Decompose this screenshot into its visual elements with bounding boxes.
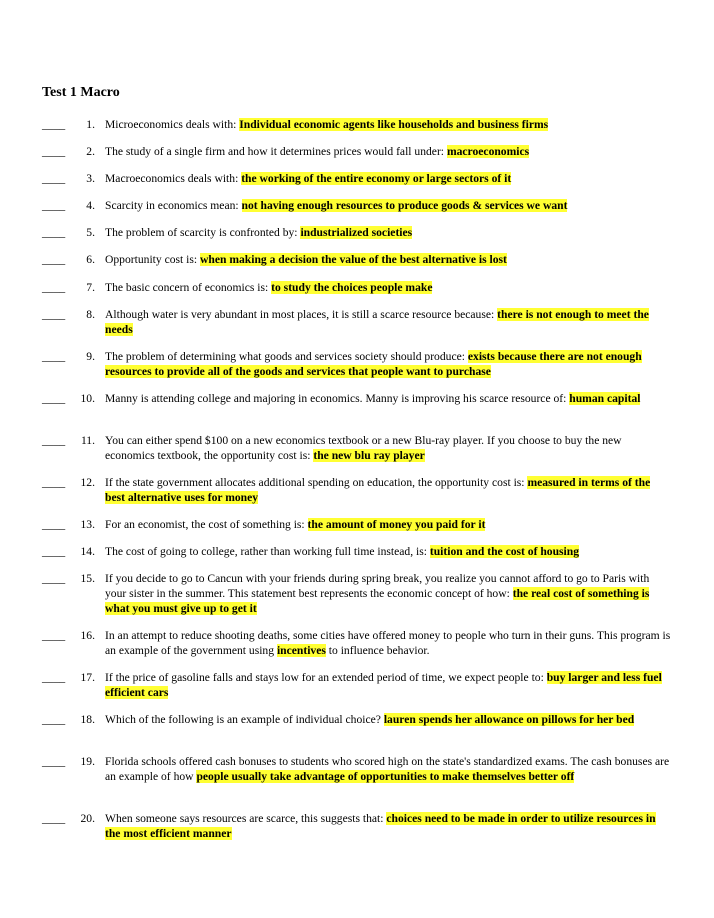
answer-blank: ____	[42, 308, 66, 321]
question-number: 13.	[80, 518, 95, 531]
question-text	[105, 280, 672, 295]
question-number: 10.	[80, 392, 95, 405]
highlighted-answer: when making a decision the value of the best alternative is lost	[200, 253, 507, 266]
question-stem: If you decide to go to Cancun with your friends during spring break, you realize you cannot afford to go to Paris with your sister in the summer. This statement best represents the economic concept of how:	[105, 572, 650, 600]
question-number: 18.	[80, 713, 95, 726]
question-text	[105, 628, 672, 658]
answer-blank: ____	[42, 281, 66, 294]
question-number: 5.	[86, 226, 95, 239]
question-stem: Scarcity in economics mean:	[105, 199, 242, 212]
question-text	[105, 198, 672, 213]
answer-blank: ____	[42, 145, 66, 158]
highlighted-answer: macroeconomics	[446, 145, 530, 158]
question-stem: When someone says resources are scarce, this suggests that:	[105, 812, 387, 825]
highlighted-answer: lauren spends her allowance on pillows for her bed	[383, 713, 635, 726]
answer-blank: ____	[42, 118, 66, 131]
answer-blank: ____	[42, 434, 66, 447]
question-number: 19.	[80, 755, 95, 768]
highlighted-answer: human capital	[569, 392, 641, 405]
highlighted-answer: not having enough resources to produce goods & services we want	[241, 199, 568, 212]
question-number: 14.	[80, 545, 95, 558]
document-title: Test 1 Macro	[42, 85, 120, 100]
answer-blank: ____	[42, 172, 66, 185]
question-stem: Florida schools offered cash bonuses to students who scored high on the state's standardized exams. The cash bonuses are an example of how	[105, 755, 670, 783]
highlighted-answer: to study the choices people make	[271, 281, 433, 294]
question-number: 1.	[86, 118, 95, 131]
highlighted-answer: tuition and the cost of housing	[429, 545, 580, 558]
question-text	[105, 117, 672, 132]
question-number: 2.	[86, 145, 95, 158]
question-stem: Macroeconomics deals with:	[105, 172, 242, 185]
question-text	[105, 349, 672, 379]
question-stem: The problem of scarcity is confronted by:	[105, 226, 301, 239]
highlighted-answer: Individual economic agents like households and business firms	[239, 118, 549, 131]
question-stem: Which of the following is an example of individual choice?	[105, 713, 384, 726]
answer-blank: ____	[42, 392, 66, 405]
question-number: 4.	[86, 199, 95, 212]
question-number: 7.	[86, 281, 95, 294]
highlighted-answer: the amount of money you paid for it	[307, 518, 486, 531]
question-number: 3.	[86, 172, 95, 185]
question-number: 11.	[80, 434, 95, 447]
answer-blank: ____	[42, 518, 66, 531]
question-number: 6.	[86, 253, 95, 266]
question-text	[105, 544, 672, 559]
answer-blank: ____	[42, 226, 66, 239]
question-stem: The cost of going to college, rather than working full time instead, is:	[105, 545, 430, 558]
question-text	[105, 712, 672, 727]
highlighted-answer: there is not enough to meet the needs	[105, 308, 649, 336]
highlighted-answer: industrialized societies	[300, 226, 413, 239]
question-tail: to influence behavior.	[325, 644, 430, 657]
answer-blank: ____	[42, 199, 66, 212]
highlighted-answer: the working of the entire economy or large sectors of it	[241, 172, 512, 185]
answer-blank: ____	[42, 671, 66, 684]
question-text	[105, 307, 672, 337]
highlighted-answer: measured in terms of the best alternative uses for money	[105, 476, 651, 504]
highlighted-answer: the real cost of something is what you must give up to get it	[105, 587, 650, 615]
question-stem: If the price of gasoline falls and stays low for an extended period of time, we expect people to:	[105, 671, 547, 684]
question-text	[105, 571, 672, 616]
highlighted-answer: the new blu ray player	[313, 449, 425, 462]
highlighted-answer: choices need to be made in order to utilize resources in the most efficient manner	[105, 812, 656, 840]
question-number: 9.	[86, 350, 95, 363]
highlighted-answer: people usually take advantage of opportunities to make themselves better off	[196, 770, 575, 783]
answer-blank: ____	[42, 629, 66, 642]
question-stem: The basic concern of economics is:	[105, 281, 272, 294]
question-stem: Microeconomics deals with:	[105, 118, 240, 131]
question-text	[105, 391, 672, 406]
question-text	[105, 433, 672, 463]
question-stem: You can either spend $100 on a new economics textbook or a new Blu-ray player. If you choose to buy the new economics textbook, the opportunity cost is:	[105, 434, 622, 462]
question-stem: The study of a single firm and how it determines prices would fall under:	[105, 145, 447, 158]
question-text	[105, 670, 672, 700]
question-stem: Opportunity cost is:	[105, 253, 201, 266]
question-text	[105, 171, 672, 186]
question-number: 8.	[86, 308, 95, 321]
question-text	[105, 517, 672, 532]
answer-blank: ____	[42, 350, 66, 363]
question-text	[105, 811, 672, 841]
question-stem: For an economist, the cost of something is:	[105, 518, 308, 531]
question-stem: In an attempt to reduce shooting deaths, some cities have offered money to people who turn in their guns. This program is an example of the government using	[105, 629, 671, 657]
question-number: 15.	[80, 572, 95, 585]
answer-blank: ____	[42, 253, 66, 266]
answer-blank: ____	[42, 755, 66, 768]
answer-blank: ____	[42, 812, 66, 825]
answer-blank: ____	[42, 545, 66, 558]
answer-blank: ____	[42, 476, 66, 489]
highlighted-answer: incentives	[276, 644, 326, 657]
question-stem: Although water is very abundant in most places, it is still a scarce resource because:	[105, 308, 498, 321]
question-number: 17.	[80, 671, 95, 684]
question-stem: The problem of determining what goods and services society should produce:	[105, 350, 468, 363]
question-text	[105, 754, 672, 784]
question-text	[105, 252, 672, 267]
question-text	[105, 144, 672, 159]
question-number: 16.	[80, 629, 95, 642]
answer-blank: ____	[42, 713, 66, 726]
question-stem: If the state government allocates additional spending on education, the opportunity cost is:	[105, 476, 528, 489]
question-text	[105, 225, 672, 240]
question-text	[105, 475, 672, 505]
question-number: 20.	[80, 812, 95, 825]
question-stem: Manny is attending college and majoring in economics. Manny is improving his scarce resource of:	[105, 392, 570, 405]
highlighted-answer: buy larger and less fuel efficient cars	[105, 671, 662, 699]
highlighted-answer: exists because there are not enough resources to provide all of the goods and services that people want to purchase	[105, 350, 642, 378]
question-number: 12.	[80, 476, 95, 489]
answer-blank: ____	[42, 572, 66, 585]
